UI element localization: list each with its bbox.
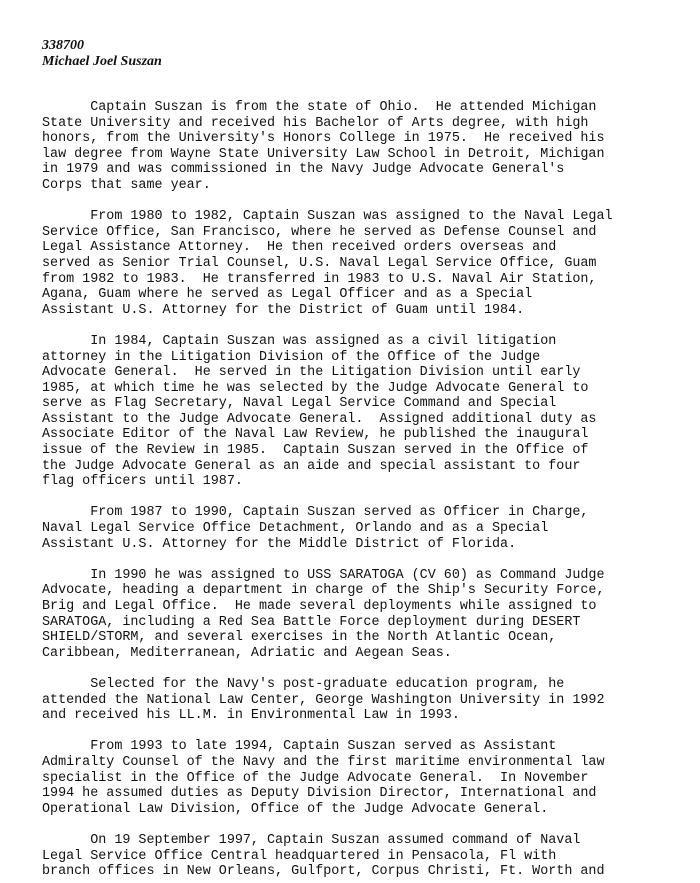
paragraph-litigation-division: In 1984, Captain Suszan was assigned as a civil litigation attorney in the Litigation Division of the Office of the Judge Advocate General. He served in the Litigation Division until early 1985, at which time he was selected by the Judge Advocate General to serve as Flag Secretary, Naval Legal Service Command and Special Assistant to the Judge Advocate General. Assigned additional duty as Associate Editor of the Naval Law Review, he published the inaugural issue of the Review in 1985. Captain Suszan served in the Office of the Judge Advocate General as an aide and special assistant to four flag officers until 1987.	[42, 333, 597, 490]
paragraph-education: Captain Suszan is from the state of Ohio. He attended Michigan State University and received his Bachelor of Arts degree, with high honors, from the University's Honors College in 1975. He received his law degree from Wayne State University Law School in Detroit, Michigan in 1979 and was commissioned in the Navy Judge Advocate General's Corps that same year.	[42, 100, 605, 193]
paragraph-command-pensacola: On 19 September 1997, Captain Suszan assumed command of Naval Legal Service Office Central headquartered in Pensacola, Fl with branch offices in New Orleans, Gulfport, Corpus Christi, Ft. Worth and	[42, 832, 605, 880]
paragraph-san-francisco-guam: From 1980 to 1982, Captain Suszan was assigned to the Naval Legal Service Office, San Francisco, where he served as Defense Counsel and Legal Assistance Attorney. He then received orders overseas and served as Senior Trial Counsel, U.S. Naval Legal Service Office, Guam from 1982 to 1983. He transferred in 1983 to U.S. Naval Air Station, Agana, Guam where he served as Legal Officer and as a Special Assistant U.S. Attorney for the District of Guam until 1984.	[42, 209, 613, 318]
paragraph-post-graduate: Selected for the Navy's post-graduate education program, he attended the National Law Center, George Washington University in 1992 and received his LL.M. in Environmental Law in 1993.	[42, 676, 605, 724]
document-id: 338700	[42, 38, 84, 53]
paragraph-orlando: From 1987 to 1990, Captain Suszan served as Officer in Charge, Naval Legal Service Office Detachment, Orlando and as a Special Assistant U.S. Attorney for the Middle District of Florida.	[42, 505, 589, 552]
person-name: Michael Joel Suszan	[42, 54, 162, 69]
paragraph-saratoga: In 1990 he was assigned to USS SARATOGA (CV 60) as Command Judge Advocate, heading a department in charge of the Ship's Security Force, Brig and Legal Office. He made several deployments while assigned to SARATOGA, including a Red Sea Battle Force deployment during DESERT SHIELD/STORM, and several exercises in the North Atlantic Ocean, Caribbean, Mediterranean, Adriatic and Aegean Seas.	[42, 567, 605, 661]
paragraph-admiralty-counsel: From 1993 to late 1994, Captain Suszan served as Assistant Admiralty Counsel of the Navy and the first maritime environmental law specialist in the Office of the Judge Advocate General. In November 1994 he assumed duties as Deputy Division Director, International and Operational Law Division, Office of the Judge Advocate General.	[42, 739, 605, 817]
biography-body	[42, 100, 700, 880]
document-header	[42, 38, 700, 70]
